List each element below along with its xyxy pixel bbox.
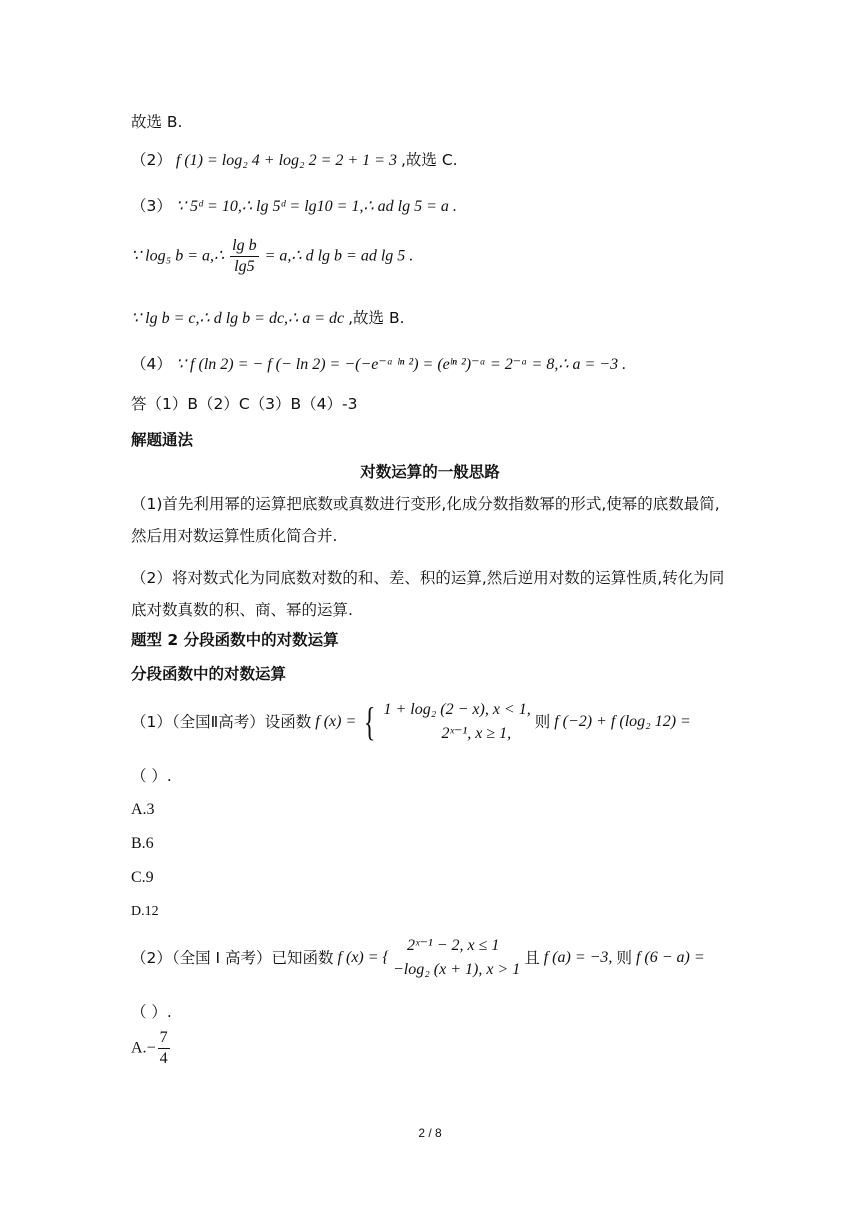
method-paragraph-1: （1)首先利用幂的运算把底数或真数进行变形,化成分数指数幂的形式,使幂的底数最简,然后用对数运算性质化简合并. [131,495,720,545]
question-prefix: （1）（全国Ⅱ高考）设函数 [131,713,312,731]
question-2 [131,934,705,990]
heading-subtitle: 分段函数中的对数运算 [131,665,287,683]
conclusion: ,故选 B. [348,309,405,327]
answer-line: 答（1）B（2）C（3）B（4）-3 [131,395,358,413]
fraction [158,1028,170,1069]
solution-line-3 [131,194,457,219]
option-d: D.12 [131,904,159,919]
question-ask: f (−2) + f (log₂ 12) = [554,713,691,730]
heading-method: 解题通法 [131,431,194,449]
piecewise-cases [383,698,530,746]
question-1-blank: （ ）. [131,767,172,785]
question-connector: 则 [534,713,551,731]
condition: f (a) = −3, [543,949,613,966]
option-label: A. [131,1039,147,1057]
line-conclusion-b: 故选 B. [131,113,183,131]
denominator: lg5 [234,258,255,275]
solution-line-2 [131,148,458,173]
conclusion: ,故选 C. [400,151,458,169]
label: （3） [131,197,172,215]
math-expression: ∵ lg b = c,∴ d lg b = dc,∴ a = dc [131,310,345,327]
centered-title: 对数运算的一般思路 [360,463,500,481]
question-connector: 且 [524,949,540,967]
case-2: −log₂ (x + 1), x > 1 [392,961,521,978]
case-1: 2ˣ⁻¹ − 2, x ≤ 1 [406,937,500,954]
option-a-fraction [131,1028,172,1074]
heading-question-type: 题型 2 分段函数中的对数运算 [131,631,339,649]
math-expression: ∵ 5ᵈ = 10,∴ lg 5ᵈ = lg10 = 1,∴ ad lg 5 = a . [175,198,457,215]
math-expression: ∵ f (ln 2) = − f (− ln 2) = −(−e⁻ᵃ ˡⁿ ²) = (eˡⁿ ²)⁻ᵃ = 2⁻ᵃ = 8,∴ a = −3 . [175,356,627,373]
question-ask: f (6 − a) = [635,949,705,966]
question-connector-2: 则 [616,949,632,967]
math-expression: ∵ log₅ b = a,∴ [131,247,225,265]
question-1 [131,698,691,754]
option-a: A.3 [131,801,155,818]
numerator: lg b [230,236,258,257]
fraction [230,236,258,277]
solution-line-6 [131,352,626,377]
solution-line-5 [131,306,405,331]
function-name: f (x) = [315,713,357,730]
case-2: 2ˣ⁻¹, x ≥ 1, [441,725,512,742]
label: （2） [131,151,172,169]
numerator: 7 [158,1028,170,1049]
function-name: f (x) = { [337,949,389,966]
math-expression: = a,∴ d lg b = ad lg 5 . [264,247,414,265]
page-number: 2 / 8 [418,1126,442,1140]
label: （4） [131,355,172,373]
method-paragraph-2: （2）将对数式化为同底数对数的和、差、积的运算,然后逆用对数的运算性质,转化为同底对数真数的积、商、幂的运算. [131,569,725,619]
denominator: 4 [159,1050,168,1067]
option-b: B.6 [131,835,154,852]
left-brace-icon: { [364,699,376,744]
math-expression: f (1) = log₂ 4 + log₂ 2 = 2 + 1 = 3 [175,152,397,169]
option-c: C.9 [131,869,154,886]
solution-line-4 [131,236,413,280]
minus-sign: − [146,1039,156,1057]
piecewise-cases [393,934,520,982]
case-1: 1 + log₂ (2 − x), x < 1, [383,701,531,718]
question-prefix: （2）（全国 I 高考）已知函数 [131,949,334,967]
question-2-blank: （ ）. [131,1003,172,1021]
